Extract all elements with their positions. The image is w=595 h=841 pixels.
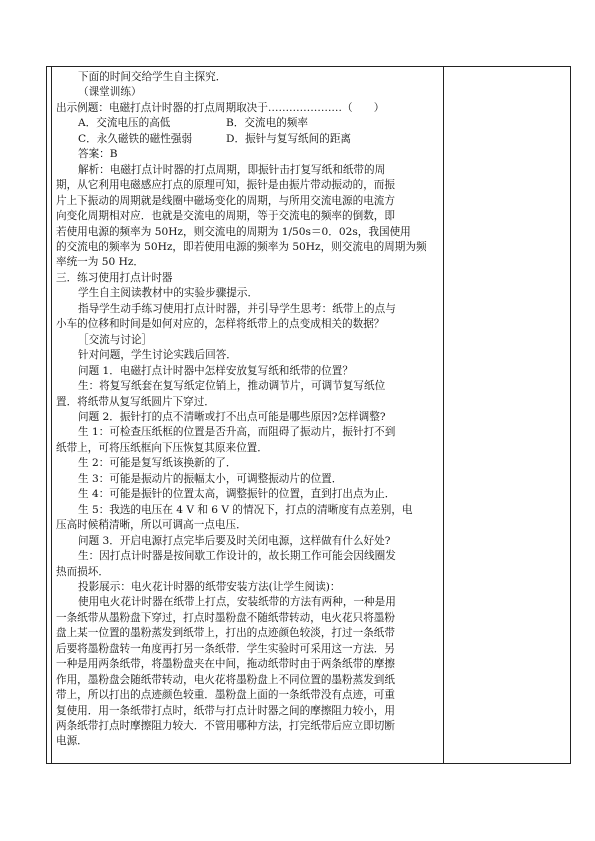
text-line: ［交流与讨论］ bbox=[78, 333, 153, 346]
option-right: B．交流电的频率 bbox=[226, 117, 308, 130]
text-line: 两条纸带打点时摩擦阻力较大．不管用哪种方法，打完纸带后应立即切断 bbox=[56, 720, 395, 733]
right-column-divider bbox=[443, 66, 444, 764]
text-line: 置．将纸带从复写纸圆片下穿过． bbox=[56, 395, 215, 408]
text-line: 小车的位移和时间是如何对应的，怎样将纸带上的点变成相关的数据？ bbox=[56, 318, 385, 331]
text-line: 若使用电源的频率为 50Hz，则交流电的周期为 1/50s＝0．02s，我国使用 bbox=[56, 225, 411, 238]
text-line: 盘上某一位置的墨粉蒸发到纸带上，打出的点迹颜色较淡，打过一条纸带 bbox=[56, 627, 395, 640]
text-line: （课堂训练） bbox=[78, 86, 142, 99]
text-line: 生 3：可能是振动片的振幅太小，可调整振动片的位置． bbox=[78, 472, 343, 485]
text-line: 学生自主阅读教材中的实验步骤提示． bbox=[78, 287, 259, 300]
text-line: 率统一为 50 Hz． bbox=[56, 256, 145, 269]
text-line: 问题 3．开启电源打点完毕后要及时关闭电源，这样做有什么好处? bbox=[78, 534, 391, 547]
text-line: 生：因打点计时器是按间歇工作设计的，故长期工作可能会因线圈发 bbox=[78, 550, 396, 563]
option-left: A．交流电压的高低 bbox=[78, 117, 171, 130]
text-line: 出示例题：电磁打点计时器的打点周期取决于…………………（ ） bbox=[56, 101, 385, 114]
text-line: 纸带上，可将压纸框向下压恢复其原来位置． bbox=[56, 441, 268, 454]
text-line: 的交流电的频率为 50Hz，即若使用电源的频率为 50Hz，则交流电的周期为频 bbox=[56, 240, 427, 253]
left-narrow-column bbox=[46, 66, 52, 764]
text-line: 下面的时间交给学生自主探究． bbox=[78, 71, 227, 83]
text-line: 生 4：可能是振针的位置太高，调整振针的位置，直到打出点为止． bbox=[78, 488, 396, 501]
text-line: 生 5：我选的电压在 4 V 和 6 V 的情况下，打点的清晰度有点差别，电 bbox=[78, 503, 413, 516]
text-line: 指导学生动手练习使用打点计时器，并引导学生思考：纸带上的点与 bbox=[78, 302, 396, 315]
text-line bbox=[56, 116, 439, 131]
text-line: 生 2：可能是复写纸该换新的了． bbox=[78, 457, 237, 470]
text-line: 使用电火花计时器在纸带上打点，安装纸带的方法有两种，一种是用 bbox=[78, 596, 396, 609]
text-line: 热而损坏． bbox=[56, 565, 109, 578]
text-line: 片上下振动的周期就是线圈中磁场变化的周期，与所用交流电源的电流方 bbox=[56, 194, 395, 207]
text-line: 生 1：可检查压纸框的位置是否升高，而阻碍了振动片，振针打不到 bbox=[78, 426, 396, 439]
text-line: 压高时候稍清晰，所以可调高一点电压． bbox=[56, 519, 247, 532]
text-line: 问题 1．电磁打点计时器中怎样安放复写纸和纸带的位置？ bbox=[78, 364, 353, 377]
text-line: 问题 2．振针打的点不清晰或打不出点可能是哪些原因?怎样调整? bbox=[78, 410, 386, 423]
text-line: 针对问题，学生讨论实践后回答． bbox=[78, 349, 237, 362]
text-line: 生：将复写纸套在复写纸定位销上，推动调节片，可调节复写纸位 bbox=[78, 380, 386, 393]
text-line: 一种是用两条纸带，将墨粉盘夹在中间，拖动纸带时由于两条纸带的摩擦 bbox=[56, 658, 395, 671]
text-line: 电源． bbox=[56, 735, 88, 748]
text-line: 向变化周期相对应．也就是交流电的周期，等于交流电的频率的倒数，即 bbox=[56, 210, 395, 223]
text-line bbox=[56, 132, 439, 147]
text-line: 带上，所以打出的点迹颜色较重．墨粉盘上面的一条纸带没有点迹，可重 bbox=[56, 689, 395, 702]
text-line: 投影展示：电火花计时器的纸带安装方法(让学生阅读)： bbox=[78, 580, 341, 593]
option-left: C．永久磁铁的磁性强弱 bbox=[78, 132, 193, 145]
lesson-content bbox=[56, 70, 439, 750]
text-line: 复使用．用一条纸带打点时，纸带与打点计时器之间的摩擦阻力较小，用 bbox=[56, 704, 395, 717]
option-right: D．振针与复写纸间的距离 bbox=[226, 132, 352, 145]
text-line: 答案：B bbox=[78, 148, 118, 161]
text-line: 三．练习使用打点计时器 bbox=[56, 271, 173, 284]
text-line: 后要将墨粉盘转一角度再打另一条纸带．学生实验时可采用这一方法．另 bbox=[56, 642, 395, 655]
text-line: 一条纸带从墨粉盘下穿过，打点时墨粉盘不随纸带转动，电火花只将墨粉 bbox=[56, 611, 395, 624]
text-line: 期，从它利用电磁感应打点的原理可知，振针是由振片带动振动的，而振 bbox=[56, 179, 395, 192]
text-line: 解析：电磁打点计时器的打点周期，即振针击打复写纸和纸带的周 bbox=[78, 163, 386, 176]
text-line: 作用，墨粉盘会随纸带转动，电火花将墨粉盘上不同位置的墨粉蒸发到纸 bbox=[56, 673, 395, 686]
